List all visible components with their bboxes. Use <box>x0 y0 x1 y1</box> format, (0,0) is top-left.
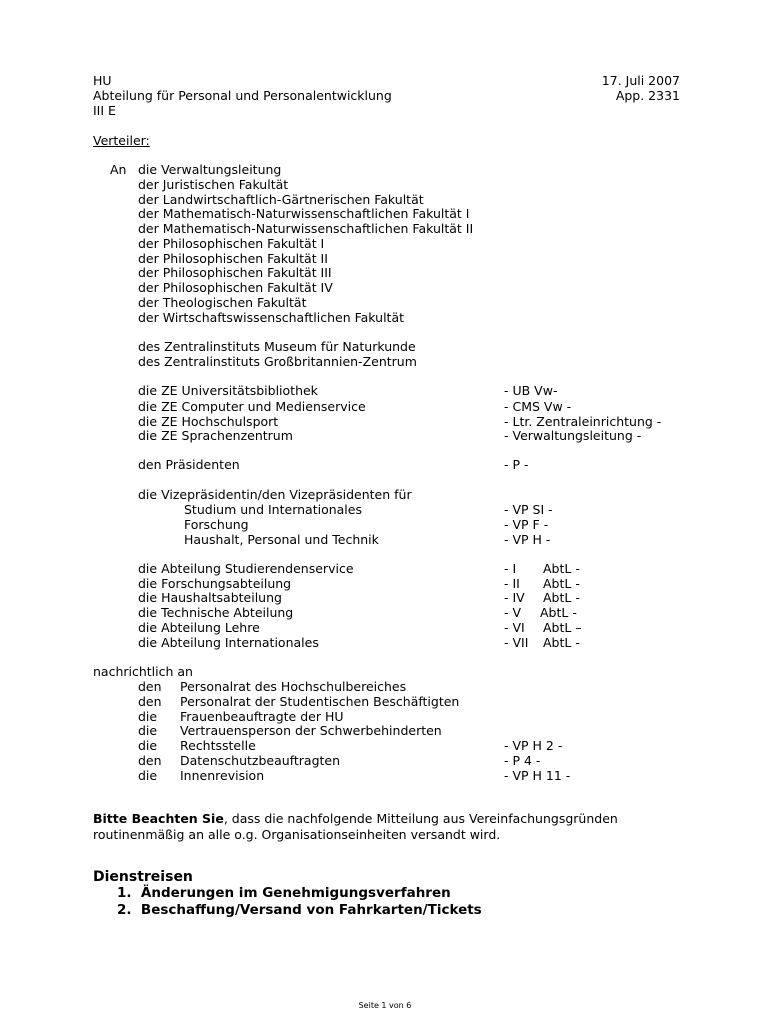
header-date: 17. Juli 2007 <box>601 73 680 88</box>
topic-item-text: Änderungen im Genehmigungsverfahren <box>140 885 451 901</box>
notice-line-1 <box>93 811 618 826</box>
list-item: des Zentralinstituts Großbritannien-Zentrum <box>138 354 417 369</box>
vice-intro: die Vizepräsidentin/den Vizepräsidenten für <box>138 487 412 502</box>
list-item-code: - UB Vw- <box>504 383 558 398</box>
notice-rest: , dass die nachfolgende Mitteilung aus Vereinfachungsgründen <box>223 811 618 826</box>
list-item: den Präsidenten <box>138 457 240 472</box>
list-item-code: - II <box>504 576 520 591</box>
header-phone: App. 2331 <box>615 88 680 103</box>
list-item: Studium und Internationales <box>184 502 362 517</box>
list-item-code: - Ltr. Zentraleinrichtung - <box>504 414 662 429</box>
list-item: die Abteilung Lehre <box>138 620 260 635</box>
list-item: der Philosophischen Fakultät II <box>138 251 328 266</box>
notice-bold: Bitte Beachten Sie <box>93 811 224 826</box>
header-unit: III E <box>93 103 116 118</box>
cc-item: Vertrauensperson der Schwerbehinderten <box>180 723 442 738</box>
an-label: An <box>110 162 127 177</box>
cc-item: Frauenbeauftragte der HU <box>180 709 344 724</box>
header-org: HU <box>93 73 112 88</box>
list-item-abt: AbtL - <box>543 561 580 576</box>
topic-item-1: 1. Änderungen im Genehmigungsverfahren <box>117 885 451 901</box>
cc-article: die <box>138 723 158 738</box>
cc-article: die <box>138 709 158 724</box>
cc-code: - VP H 2 - <box>504 738 563 753</box>
cc-article: die <box>138 768 158 783</box>
list-item-code: - VP H - <box>504 532 551 547</box>
list-item: der Philosophischen Fakultät I <box>138 236 325 251</box>
topic-item-text: Beschaffung/Versand von Fahrkarten/Tickets <box>140 902 482 918</box>
cc-code: - P 4 - <box>504 753 541 768</box>
cc-item: Datenschutzbeauftragten <box>180 753 341 768</box>
list-item: Forschung <box>184 517 249 532</box>
list-item: die Abteilung Studierendenservice <box>138 561 354 576</box>
cc-label: nachrichtlich an <box>93 664 193 679</box>
topic-title: Dienstreisen <box>93 869 193 885</box>
list-item-code: - Verwaltungsleitung - <box>504 428 642 443</box>
list-item: die Forschungsabteilung <box>138 576 292 591</box>
list-item-abt: AbtL - <box>540 605 577 620</box>
list-item-code: - I <box>504 561 517 576</box>
list-item-code: - VP SI - <box>504 502 553 517</box>
distribution-title: Verteiler: <box>93 133 150 148</box>
list-item-code: - VI <box>504 620 525 635</box>
list-item: des Zentralinstituts Museum für Naturkunde <box>138 339 416 354</box>
notice-line-2: routinenmäßig an alle o.g. Organisationseinheiten versandt wird. <box>93 827 501 842</box>
list-item: die Haushaltsabteilung <box>138 590 282 605</box>
list-item-code: - P - <box>504 457 529 472</box>
cc-article: den <box>138 679 162 694</box>
page-number: Seite 1 von 6 <box>358 1001 412 1010</box>
list-item: die ZE Hochschulsport <box>138 414 279 429</box>
cc-article: den <box>138 694 162 709</box>
list-item: der Landwirtschaftlich-Gärtnerischen Fakultät <box>138 192 424 207</box>
cc-article: die <box>138 738 158 753</box>
list-item-abt: AbtL - <box>543 635 580 650</box>
cc-item: Innenrevision <box>180 768 265 783</box>
list-item: die Verwaltungsleitung <box>138 162 282 177</box>
list-item: der Theologischen Fakultät <box>138 295 307 310</box>
cc-item: Rechtsstelle <box>180 738 256 753</box>
list-item-code: - VP F - <box>504 517 549 532</box>
list-item-abt: AbtL - <box>543 590 580 605</box>
list-item-code: - V <box>504 605 522 620</box>
list-item: der Juristischen Fakultät <box>138 177 289 192</box>
list-item: der Mathematisch-Naturwissenschaftlichen Fakultät II <box>138 221 474 236</box>
list-item: der Philosophischen Fakultät III <box>138 265 332 280</box>
list-item: die ZE Sprachenzentrum <box>138 428 293 443</box>
topic-item-2: 2. Beschaffung/Versand von Fahrkarten/Tickets <box>117 902 482 918</box>
list-item: Haushalt, Personal und Technik <box>184 532 379 547</box>
header-department: Abteilung für Personal und Personalentwicklung <box>93 88 392 103</box>
list-item: die ZE Computer und Medienservice <box>138 399 366 414</box>
cc-article: den <box>138 753 162 768</box>
list-item-code: - IV <box>504 590 525 605</box>
cc-code: - VP H 11 - <box>504 768 571 783</box>
list-item: der Philosophischen Fakultät IV <box>138 280 333 295</box>
cc-item: Personalrat des Hochschulbereiches <box>180 679 407 694</box>
list-item-code: - CMS Vw - <box>504 399 572 414</box>
cc-item: Personalrat der Studentischen Beschäftigten <box>180 694 460 709</box>
list-item-code: - VII <box>504 635 529 650</box>
list-item-abt: AbtL - <box>543 576 580 591</box>
list-item: die ZE Universitätsbibliothek <box>138 383 318 398</box>
list-item: die Abteilung Internationales <box>138 635 319 650</box>
list-item: der Wirtschaftswissenschaftlichen Fakultät <box>138 310 405 325</box>
list-item-abt: AbtL – <box>543 620 582 635</box>
list-item: die Technische Abteilung <box>138 605 294 620</box>
list-item: der Mathematisch-Naturwissenschaftlichen Fakultät I <box>138 206 470 221</box>
